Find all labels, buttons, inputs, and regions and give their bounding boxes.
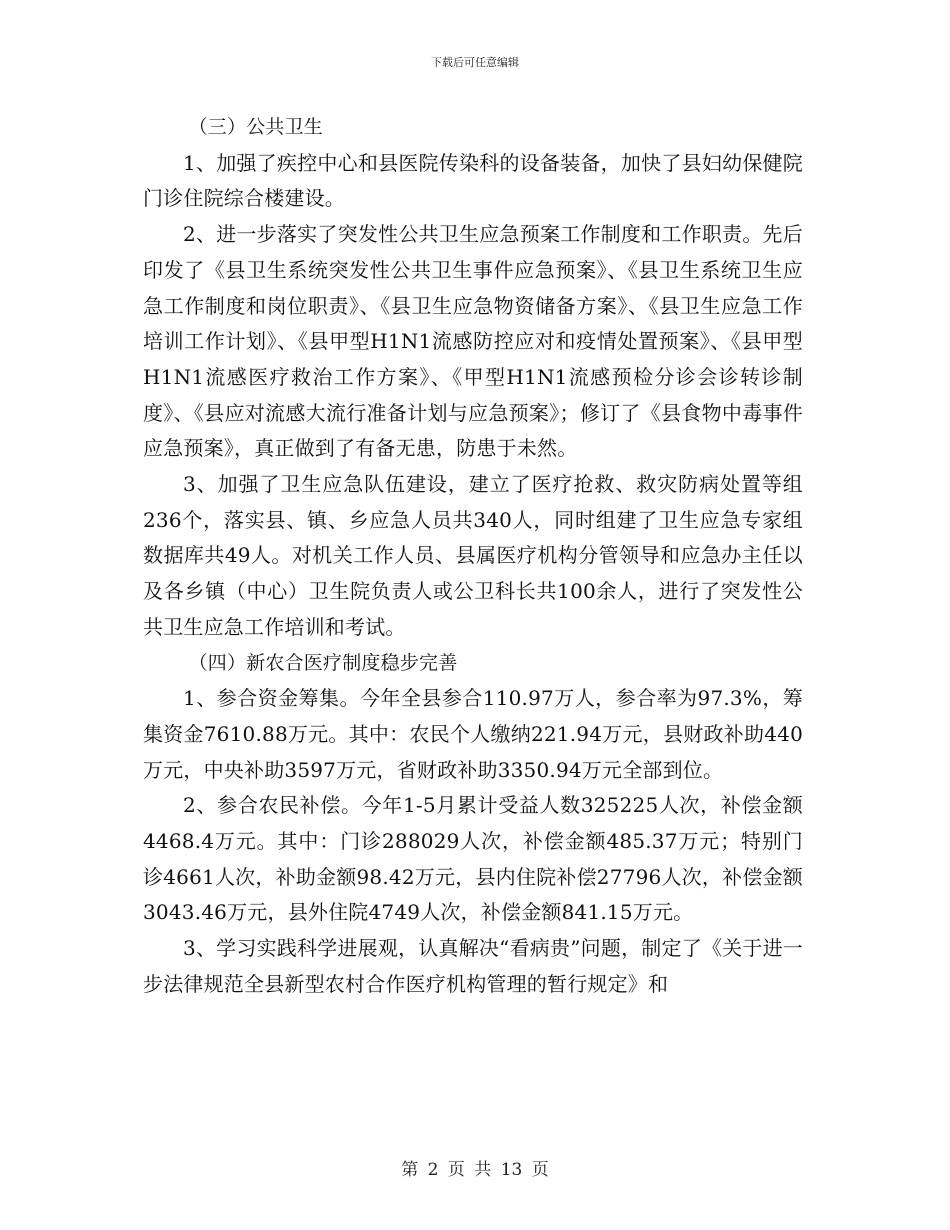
section-heading-public-health: （三）公共卫生 [188,116,323,138]
page-number: 第 2 页 共 13 页 [401,1160,549,1180]
section-heading-rural-cooperative-medical: （四）新农合医疗制度稳步完善 [188,651,458,674]
paragraph: 1、加强了疾控中心和县医院传染科的设备装备，加快了县妇幼保健院门诊住院综合楼建设。 [143,150,803,211]
paragraph: 2、进一步落实了突发性公共卫生应急预案工作制度和工作职责。先后印发了《县卫生系统突发性公共卫生事件应急预案》、《县卫生系统卫生应急工作制度和岗位职责》、《县卫生应急物资储备方案》、《县卫生应急工作培训工作计划》、《县甲型H1N1流感防控应对和疫情处置预案》、《县甲型H1N1流感医疗救治工作方案》、《甲型H1N1流感预检分诊会诊转诊制度》、《县应对流感大流行准备计划与应急预案》；修订了《县食物中毒事件应急预案》，真正做到了有备无患，防患于未然。 [143,222,803,461]
paragraph: 2、参合农民补偿。今年1-5月累计受益人数325225人次，补偿金额4468.4万元。其中：门诊288029人次，补偿金额485.37万元；特别门诊4661人次，补助金额98.42万元，县内住院补偿27796人次，补偿金额3043.46万元，县外住院4749人次，补偿金额841.15万元。 [143,793,803,925]
document-body [143,110,803,1003]
paragraph: 3、学习实践科学进展观，认真解决“看病贵”问题，制定了《关于进一步法律规范全县新型农村合作医疗机构管理的暂行规定》和 [143,936,803,996]
paragraph: 3、加强了卫生应急队伍建设，建立了医疗抢救、救灾防病处置等组236个，落实县、镇、乡应急人员共340人，同时组建了卫生应急专家组数据库共49人。对机关工作人员、县属医疗机构分管领导和应急办主任以及各乡镇（中心）卫生院负责人或公卫科长共100余人，进行了突发性公共卫生应急工作培训和考试。 [143,472,803,639]
paragraph: 1、参合资金筹集。今年全县参合110.97万人，参合率为97.3%，筹集资金7610.88万元。其中：农民个人缴纳221.94万元，县财政补助440万元，中央补助3597万元，省财政补助3350.94万元全部到位。 [143,686,803,782]
page-header: 下载后可任意编辑 [431,56,519,69]
